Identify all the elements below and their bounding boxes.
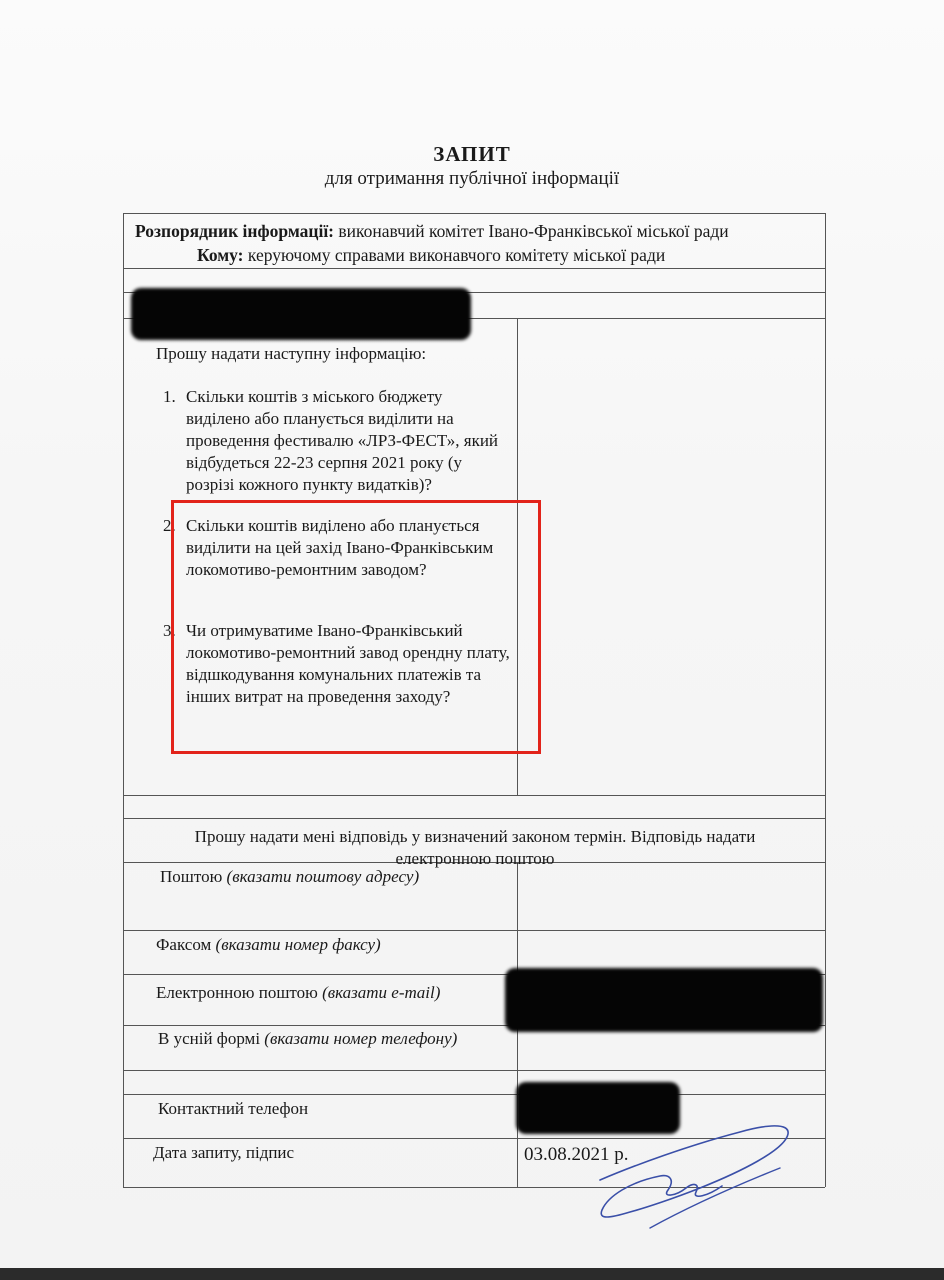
manager-value: виконавчий комітет Івано-Франківської міської ради (334, 221, 729, 241)
oral-row (158, 1028, 457, 1050)
redacted-email (505, 968, 823, 1032)
information-manager-line (135, 220, 729, 242)
email-row (156, 982, 440, 1004)
response-instruction: Прошу надати мені відповідь у визначений законом термін. Відповідь надати електронною поштою (194, 827, 756, 868)
fax-label: Факсом (156, 935, 216, 954)
row-line (123, 268, 825, 269)
document-subtitle: для отримання публічної інформації (324, 168, 620, 189)
redacted-requester (131, 288, 471, 340)
question-number: 2. (163, 516, 176, 535)
question-number: 3. (163, 621, 176, 640)
manager-label: Розпорядник інформації: (135, 221, 335, 241)
email-hint: (вказати e-mail) (322, 983, 441, 1002)
table-border-right (825, 213, 826, 1187)
row-line (123, 795, 825, 796)
handwritten-signature (590, 1110, 800, 1235)
question-number: 1. (163, 387, 176, 406)
fax-row (156, 934, 381, 956)
request-date: 03.08.2021 р. (524, 1144, 629, 1165)
to-value: керуючому справами виконавчого комітету міської ради (243, 245, 666, 265)
signature-stroke (600, 1126, 788, 1217)
oral-hint: (вказати номер телефону) (264, 1029, 458, 1048)
to-label: Кому: (197, 245, 244, 265)
question-text: Скільки коштів з міського бюджету виділено або планується виділити на проведення фестивалю «ЛРЗ-ФЕСТ», який відбудеться 22-23 серпня 2021 року (у розрізі кожного пункту видатків)? (186, 387, 499, 494)
document-title: ЗАПИТ (433, 142, 511, 166)
post-label: Поштою (160, 867, 227, 886)
date-signature-label: Дата запиту, підпис (153, 1143, 295, 1162)
question-text: Чи отримуватиме Івано-Франківський локомотиво-ремонтний завод орендну плату, відшкодування комунальних платежів та інших витрат на проведення заходу? (186, 621, 510, 706)
row-line (123, 1094, 825, 1095)
oral-label: В усній формі (158, 1029, 265, 1048)
bottom-edge (0, 1268, 944, 1280)
request-intro: Прошу надати наступну інформацію: (156, 344, 427, 363)
red-highlight-box (171, 500, 541, 754)
fax-hint: (вказати номер факсу) (215, 935, 381, 954)
email-label: Електронною поштою (156, 983, 323, 1002)
post-hint: (вказати поштову адресу) (226, 867, 420, 886)
recipient-line (197, 244, 665, 266)
row-line (123, 930, 825, 931)
question-text: Скільки коштів виділено або планується виділити на цей захід Івано-Франківським локомотиво-ремонтним заводом? (186, 516, 494, 579)
contact-phone-label: Контактний телефон (158, 1099, 309, 1118)
row-line (123, 1070, 825, 1071)
table-border-left (123, 213, 124, 1187)
row-line (123, 818, 825, 819)
row-line (123, 213, 825, 214)
post-row (160, 866, 419, 888)
